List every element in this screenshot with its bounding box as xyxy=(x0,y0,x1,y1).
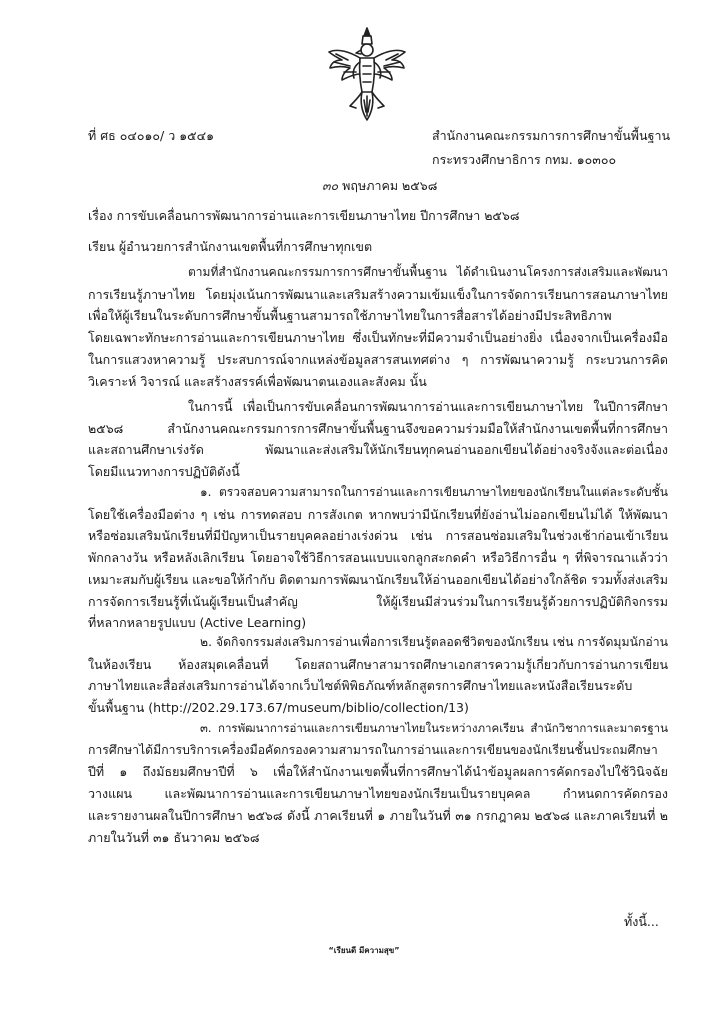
guideline-item-1 xyxy=(88,482,668,634)
paragraph-background xyxy=(88,262,668,392)
paragraph-line: ในการแสวงหาความรู้ ประสบการณ์จากแหล่งข้อมูลสารสนเทศต่าง ๆ การพัฒนาความรู้ กระบวนการคิด xyxy=(88,351,668,367)
paragraph-line: เพื่อให้ผู้เรียนในระดับการศึกษาขั้นพื้นฐานสามารถใช้ภาษาไทยในการสื่อสารได้อย่างมีประสิทธิภาพ xyxy=(88,308,612,324)
subject-line: เรื่อง การขับเคลื่อนการพัฒนาการอ่านและการเขียนภาษาไทย ปีการศึกษา ๒๕๖๘ xyxy=(88,208,520,223)
paragraph-line: ๒๕๖๘ สำนักงานคณะกรรมการการศึกษาขั้นพื้นฐานจึงขอความร่วมมือให้สำนักงานเขตพื้นที่การศึกษา xyxy=(88,420,668,436)
office-name: สำนักงานคณะกรรมการการศึกษาขั้นพื้นฐาน xyxy=(432,128,671,143)
paragraph-line: หรือซ่อมเสริมนักเรียนที่มีปัญหาเป็นรายบุคคลอย่างเร่งด่วน เช่น การสอนซ่อมเสริมในช่วงเช้าก่อนเข้าเรียน xyxy=(88,528,668,544)
paragraph-line: ขั้นพื้นฐาน (http://202.29.173.67/museum/biblio/collection/13) xyxy=(88,700,469,716)
paragraph-line: เหมาะสมกับผู้เรียน และขอให้กำกับ ติดตามการพัฒนานักเรียนให้อ่านออกเขียนได้อย่างใกล้ชิด รวมทั้งส่งเสริม xyxy=(88,571,668,587)
paragraph-line: ๒. จัดกิจกรรมส่งเสริมการอ่านเพื่อการเรียนรู้ตลอดชีวิตของนักเรียน เช่น การจัดมุมนักอ่าน xyxy=(200,635,668,649)
paragraph-line: วางแผน และพัฒนาการอ่านและการเขียนภาษาไทยของนักเรียนเป็นรายบุคคล กำหนดการคัดกรอง xyxy=(88,786,668,802)
paragraph-line: โดยมีแนวทางการปฏิบัติดังนี้ xyxy=(88,464,240,480)
paragraph-line: การจัดการเรียนรู้ที่เน้นผู้เรียนเป็นสำคัญ ให้ผู้เรียนมีส่วนร่วมในการเรียนรู้ด้วยการปฏิบัติกิจกรรม xyxy=(88,593,668,609)
paragraph-line: ภาษาไทยและสื่อส่งเสริมการอ่านได้จากเว็บไซต์พิพิธภัณฑ์หลักสูตรการศึกษาไทยและหนังสือเรียนระดับ xyxy=(88,678,633,694)
paragraph-line: โดยเฉพาะทักษะการอ่านและการเขียนภาษาไทย ซึ่งเป็นทักษะที่มีความจำเป็นอย่างยิ่ง เนื่องจากเป็นเครื่องมือ xyxy=(88,330,668,346)
paragraph-line: ภายในวันที่ ๓๑ ธันวาคม ๒๕๖๘ xyxy=(88,829,260,845)
paragraph-line: ๑. ตรวจสอบความสามารถในการอ่านและการเขียนภาษาไทยของนักเรียนในแต่ละระดับชั้น xyxy=(200,485,668,499)
paragraph-line: ปีที่ ๑ ถึงมัธยมศึกษาปีที่ ๖ เพื่อให้สำนักงานเขตพื้นที่การศึกษาได้นำข้อมูลผลการคัดกรองไปใช้วินิจฉัย xyxy=(88,764,668,780)
continued-marker: ทั้งนี้... xyxy=(624,914,659,929)
paragraph-line: ในห้องเรียน ห้องสมุดเคลื่อนที่ โดยสถานศึกษาสามารถศึกษาเอกสารความรู้เกี่ยวกับการอ่านการเขียน xyxy=(88,656,668,672)
addressee-line: เรียน ผู้อำนวยการสำนักงานเขตพื้นที่การศึกษาทุกเขต xyxy=(88,239,373,254)
office-address: กระทรวงศึกษาธิการ กทม. ๑๐๓๐๐ xyxy=(432,152,617,167)
paragraph-line: พักกลางวัน หรือหลังเลิกเรียน โดยอาจใช้วิธีการสอนแบบแจกลูกสะกดคำ หรือวิธีการอื่น ๆ ที่พิจารณาแล้วว่า xyxy=(88,550,668,566)
motto: “เรียนดี มีความสุข” xyxy=(328,946,400,955)
paragraph-line: วิเคราะห์ วิจารณ์ และสร้างสรรค์เพื่อพัฒนาตนเองและสังคม นั้น xyxy=(88,373,427,389)
paragraph-line: ๓. การพัฒนาการอ่านและการเขียนภาษาไทยในระหว่างภาคเรียน สำนักวิชาการและมาตรฐาน xyxy=(200,721,668,735)
paragraph-request xyxy=(88,396,668,483)
paragraph-line: และสถานศึกษาเร่งรัด พัฒนาและส่งเสริมให้นักเรียนทุกคนอ่านออกเขียนได้อย่างจริงจังและต่อเนื่อง xyxy=(88,442,668,458)
paragraph-line: การเรียนรู้ภาษาไทย โดยมุ่งเน้นการพัฒนาและเสริมสร้างความเข้มแข็งในการจัดการเรียนการสอนภาษาไทย xyxy=(88,286,668,302)
garuda-emblem-icon xyxy=(326,26,408,124)
document-number: ที่ ศธ ๐๔๐๑๐/ ว ๑๕๔๑ xyxy=(88,128,215,143)
guideline-item-3 xyxy=(88,718,668,848)
paragraph-line: ในการนี้ เพื่อเป็นการขับเคลื่อนการพัฒนาการอ่านและการเขียนภาษาไทย ในปีการศึกษา xyxy=(188,399,668,414)
paragraph-line: ที่หลากหลายรูปแบบ (Active Learning) xyxy=(88,615,307,631)
date-day: ๓๐ xyxy=(322,178,339,193)
date-month-year: พฤษภาคม ๒๕๖๘ xyxy=(342,178,438,193)
guideline-item-2 xyxy=(88,632,668,719)
paragraph-line: โดยใช้เครื่องมือต่าง ๆ เช่น การทดสอบ การสังเกต หากพบว่ามีนักเรียนที่ยังอ่านไม่ออกเขียนไม่ได้ ให้พัฒนา xyxy=(88,506,668,522)
paragraph-line: ตามที่สำนักงานคณะกรรมการการศึกษาขั้นพื้นฐาน ได้ดำเนินงานโครงการส่งเสริมและพัฒนา xyxy=(188,265,668,279)
paragraph-line: และรายงานผลในปีการศึกษา ๒๕๖๘ ดังนี้ ภาคเรียนที่ ๑ ภายในวันที่ ๓๑ กรกฎาคม ๒๕๖๘ และภาคเรียนที่ ๒ xyxy=(88,807,668,823)
paragraph-line: การศึกษาได้มีการบริการเครื่องมือคัดกรองความสามารถในการอ่านและการเขียนของนักเรียนชั้นประถมศึกษา xyxy=(88,742,658,757)
document-date xyxy=(322,176,437,196)
